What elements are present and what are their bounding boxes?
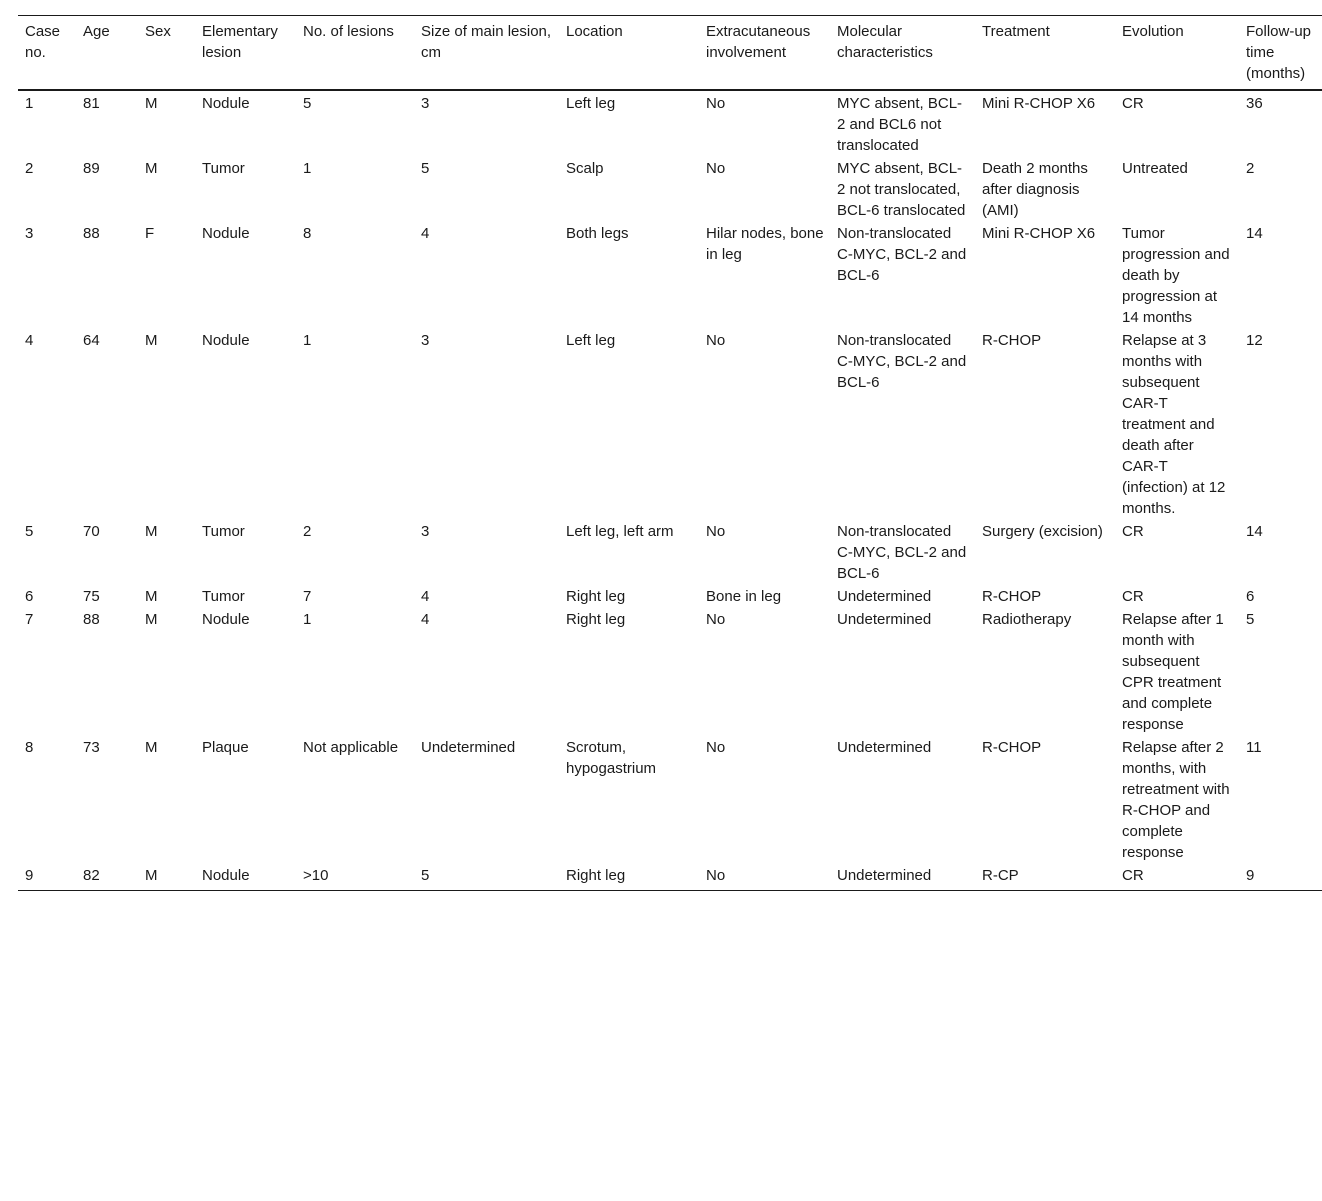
cell-elementary-lesion: Nodule bbox=[202, 95, 250, 112]
column-header-elementary-lesion: Elementary lesion bbox=[195, 16, 296, 91]
cell-sex: M bbox=[145, 523, 158, 540]
table-row bbox=[18, 585, 1322, 608]
cell-follow-up-time: 5 bbox=[1246, 611, 1255, 628]
cell-case-no: 4 bbox=[25, 332, 34, 349]
cell-case-no: 9 bbox=[18, 864, 76, 891]
table-body bbox=[18, 90, 1322, 891]
table-row bbox=[18, 329, 1322, 520]
cell-no-of-lesions: 8 bbox=[303, 225, 312, 242]
cell-sex: M bbox=[145, 611, 158, 628]
cell-sex: M bbox=[145, 332, 158, 349]
cell-extracutaneous-involvement: Hilar nodes, bone in leg bbox=[706, 225, 824, 263]
cell-molecular-characteristics: MYC absent, BCL-2 and BCL6 not translocated bbox=[837, 95, 963, 154]
column-header-sex: Sex bbox=[138, 16, 195, 91]
cell-molecular-characteristics: MYC absent, BCL-2 not translocated, BCL-6 translocated bbox=[837, 160, 966, 219]
cell-elementary-lesion: Nodule bbox=[202, 225, 250, 242]
cell-follow-up-time: 12 bbox=[1246, 332, 1263, 349]
cell-extracutaneous-involvement: No bbox=[706, 739, 726, 756]
cell-follow-up-time: 14 bbox=[1246, 523, 1263, 540]
cell-molecular-characteristics: Non-translocated C-MYC, BCL-2 and BCL-6 bbox=[837, 332, 967, 391]
cell-elementary-lesion: Tumor bbox=[202, 588, 245, 605]
table-header-row bbox=[18, 16, 1322, 91]
column-header-extracutaneous-involvement: Extracutaneous involvement bbox=[699, 16, 830, 91]
cell-extracutaneous-involvement: Bone in leg bbox=[706, 588, 782, 605]
cell-follow-up-time: 2 bbox=[1246, 160, 1255, 177]
cell-case-no: 5 bbox=[25, 523, 34, 540]
cell-no-of-lesions: Not applicable bbox=[303, 739, 399, 756]
cell-no-of-lesions: 1 bbox=[303, 160, 312, 177]
cell-size-of-main-lesion: 3 bbox=[421, 523, 430, 540]
cell-elementary-lesion: Nodule bbox=[202, 332, 250, 349]
cell-no-of-lesions: 1 bbox=[303, 611, 312, 628]
cell-size-of-main-lesion: Undetermined bbox=[421, 739, 516, 756]
cell-sex: M bbox=[145, 588, 158, 605]
cell-age: 73 bbox=[83, 739, 100, 756]
cell-extracutaneous-involvement: No bbox=[706, 332, 726, 349]
column-header-size-of-main-lesion: Size of main lesion, cm bbox=[414, 16, 559, 91]
cell-no-of-lesions: 7 bbox=[303, 588, 312, 605]
cell-case-no: 7 bbox=[25, 611, 34, 628]
cell-size-of-main-lesion: 4 bbox=[421, 611, 430, 628]
cell-extracutaneous-involvement: No bbox=[699, 864, 830, 891]
cell-size-of-main-lesion: 5 bbox=[414, 864, 559, 891]
cell-sex: M bbox=[145, 739, 158, 756]
cell-evolution: Relapse at 3 months with subsequent CAR-T treatment and death after CAR-T (infection) at 12 months. bbox=[1122, 332, 1226, 517]
table-row bbox=[18, 608, 1322, 736]
cell-case-no: 1 bbox=[25, 95, 34, 112]
cell-molecular-characteristics: Undetermined bbox=[837, 739, 932, 756]
cell-sex: M bbox=[138, 864, 195, 891]
cell-molecular-characteristics: Undetermined bbox=[837, 588, 932, 605]
cell-evolution: Relapse after 2 months, with retreatment with R-CHOP and complete response bbox=[1122, 739, 1230, 861]
cell-location: Both legs bbox=[566, 225, 629, 242]
cell-treatment: R-CHOP bbox=[982, 739, 1042, 756]
cell-age: 70 bbox=[83, 523, 100, 540]
cases-table-container bbox=[18, 15, 1322, 891]
column-header-follow-up-time: Follow-up time (months) bbox=[1239, 16, 1322, 91]
cell-age: 82 bbox=[76, 864, 138, 891]
cell-elementary-lesion: Plaque bbox=[202, 739, 249, 756]
column-header-no-of-lesions: No. of lesions bbox=[296, 16, 414, 91]
cell-extracutaneous-involvement: No bbox=[706, 611, 726, 628]
cell-evolution: Relapse after 1 month with subsequent CPR treatment and complete response bbox=[1122, 611, 1224, 733]
cell-follow-up-time: 11 bbox=[1246, 739, 1262, 756]
cell-treatment: Radiotherapy bbox=[982, 611, 1072, 628]
cell-location: Left leg bbox=[566, 95, 616, 112]
cell-elementary-lesion: Tumor bbox=[202, 160, 245, 177]
cell-location: Scalp bbox=[566, 160, 604, 177]
cell-location: Right leg bbox=[566, 611, 626, 628]
cell-case-no: 8 bbox=[25, 739, 34, 756]
cell-sex: M bbox=[145, 95, 158, 112]
cell-elementary-lesion: Tumor bbox=[202, 523, 245, 540]
cell-follow-up-time: 6 bbox=[1246, 588, 1255, 605]
cell-no-of-lesions: 2 bbox=[303, 523, 312, 540]
table-row bbox=[18, 736, 1322, 864]
column-header-treatment: Treatment bbox=[975, 16, 1115, 91]
cell-size-of-main-lesion: 3 bbox=[421, 95, 430, 112]
cell-case-no: 2 bbox=[25, 160, 34, 177]
cell-treatment: Death 2 months after diagnosis (AMI) bbox=[982, 160, 1088, 219]
cell-extracutaneous-involvement: No bbox=[706, 95, 726, 112]
column-header-case-no: Case no. bbox=[18, 16, 76, 91]
cell-no-of-lesions: 1 bbox=[303, 332, 312, 349]
cell-elementary-lesion: Nodule bbox=[195, 864, 296, 891]
cell-molecular-characteristics: Non-translocated C-MYC, BCL-2 and BCL-6 bbox=[837, 225, 967, 284]
cell-evolution: CR bbox=[1115, 864, 1239, 891]
cell-treatment: Surgery (excision) bbox=[982, 523, 1103, 540]
cell-treatment: Mini R-CHOP X6 bbox=[982, 225, 1096, 242]
cell-location: Scrotum, hypogastrium bbox=[566, 739, 657, 777]
column-header-molecular-characteristics: Molecular characteristics bbox=[830, 16, 975, 91]
cell-molecular-characteristics: Undetermined bbox=[830, 864, 975, 891]
cell-size-of-main-lesion: 4 bbox=[421, 225, 430, 242]
table-row bbox=[18, 222, 1322, 329]
cell-location: Left leg bbox=[566, 332, 616, 349]
cell-age: 88 bbox=[83, 611, 100, 628]
cell-evolution: Tumor progression and death by progression at 14 months bbox=[1122, 225, 1230, 326]
cell-follow-up-time: 9 bbox=[1239, 864, 1322, 891]
cell-size-of-main-lesion: 3 bbox=[421, 332, 430, 349]
cell-sex: M bbox=[145, 160, 158, 177]
cell-evolution: Untreated bbox=[1122, 160, 1188, 177]
cell-molecular-characteristics: Non-translocated C-MYC, BCL-2 and BCL-6 bbox=[837, 523, 967, 582]
cell-age: 88 bbox=[83, 225, 100, 242]
table-row bbox=[18, 520, 1322, 585]
cases-table bbox=[18, 15, 1322, 891]
cell-treatment: R-CP bbox=[975, 864, 1115, 891]
cell-location: Right leg bbox=[559, 864, 699, 891]
cell-follow-up-time: 36 bbox=[1246, 95, 1263, 112]
cell-treatment: R-CHOP bbox=[982, 588, 1042, 605]
cell-evolution: CR bbox=[1122, 588, 1144, 605]
cell-molecular-characteristics: Undetermined bbox=[837, 611, 932, 628]
cell-extracutaneous-involvement: No bbox=[706, 160, 726, 177]
cell-age: 64 bbox=[83, 332, 100, 349]
cell-evolution: CR bbox=[1122, 95, 1144, 112]
cell-size-of-main-lesion: 4 bbox=[421, 588, 430, 605]
cell-treatment: Mini R-CHOP X6 bbox=[982, 95, 1096, 112]
column-header-evolution: Evolution bbox=[1115, 16, 1239, 91]
cell-treatment: R-CHOP bbox=[982, 332, 1042, 349]
table-row bbox=[18, 157, 1322, 222]
column-header-age: Age bbox=[76, 16, 138, 91]
cell-no-of-lesions: >10 bbox=[296, 864, 414, 891]
cell-follow-up-time: 14 bbox=[1246, 225, 1263, 242]
cell-location: Right leg bbox=[566, 588, 626, 605]
cell-elementary-lesion: Nodule bbox=[202, 611, 250, 628]
cell-case-no: 3 bbox=[25, 225, 34, 242]
cell-extracutaneous-involvement: No bbox=[706, 523, 726, 540]
cell-size-of-main-lesion: 5 bbox=[421, 160, 430, 177]
cell-age: 75 bbox=[83, 588, 100, 605]
column-header-location: Location bbox=[559, 16, 699, 91]
cell-no-of-lesions: 5 bbox=[303, 95, 312, 112]
cell-age: 81 bbox=[83, 95, 100, 112]
cell-location: Left leg, left arm bbox=[566, 523, 674, 540]
cell-case-no: 6 bbox=[25, 588, 34, 605]
cell-age: 89 bbox=[83, 160, 100, 177]
cell-evolution: CR bbox=[1122, 523, 1144, 540]
cell-sex: F bbox=[145, 225, 155, 242]
table-row bbox=[18, 864, 1322, 891]
table-row bbox=[18, 90, 1322, 157]
